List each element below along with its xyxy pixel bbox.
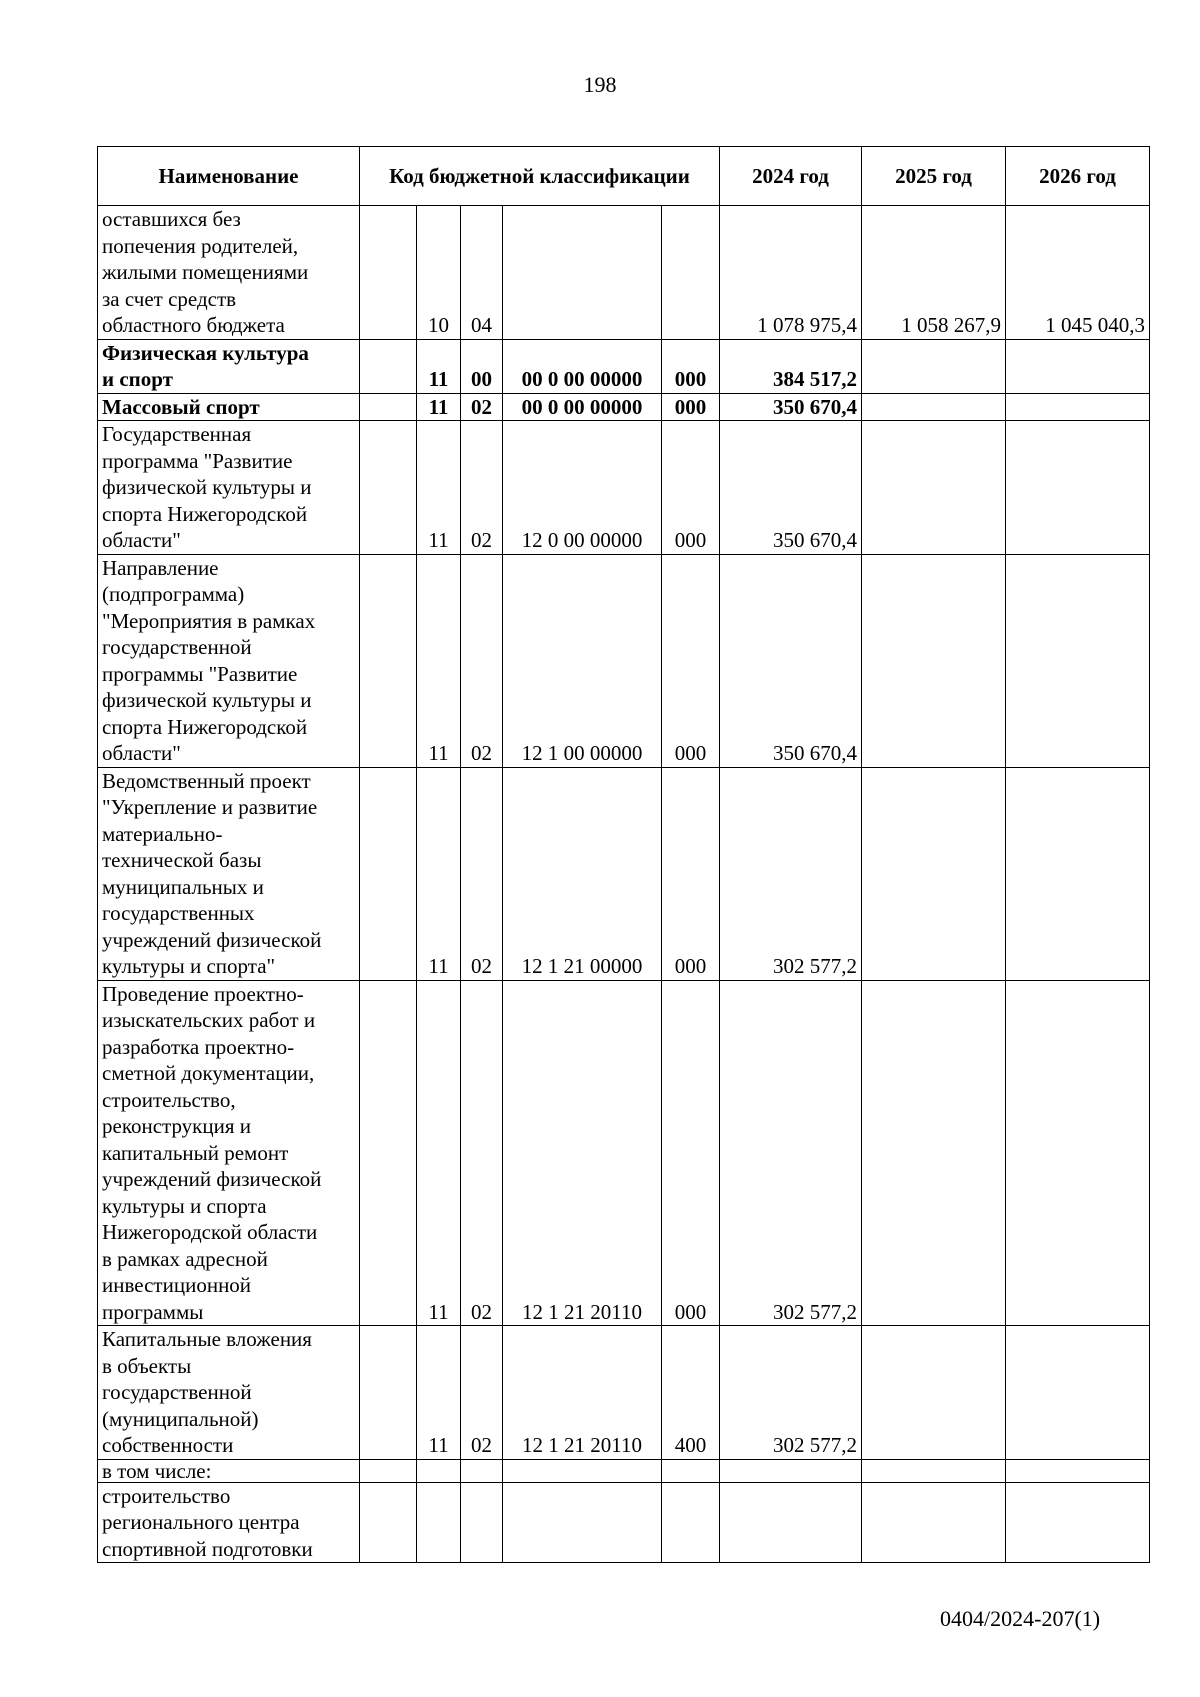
amount-2024: 302 577,2 [720,980,862,1326]
amount-2024 [720,1482,862,1563]
code-target-article: 12 1 21 20110 [503,980,662,1326]
amount-2026 [1006,1326,1150,1460]
amount-2024: 302 577,2 [720,1326,862,1460]
code-subsection: 02 [461,554,503,767]
code-subsection: 02 [461,393,503,421]
row-name [98,1459,360,1482]
row-name-line: Ведомственный проект [102,768,311,793]
code-target-article [503,1459,662,1482]
row-name-line: области" [102,741,181,765]
code-subsection: 02 [461,767,503,980]
row-name-line: и спорт [102,367,173,391]
amount-2026 [1006,339,1150,393]
amount-2026 [1006,1482,1150,1563]
header-2026: 2026 год [1006,147,1150,206]
row-name-line: материально- [102,821,223,846]
code-section: 10 [417,206,461,340]
code-section: 11 [417,767,461,980]
code-blank-cell [360,339,417,393]
row-name-line: (подпрограмма) [102,582,245,606]
table-row [98,1482,1150,1563]
table-row [98,1326,1150,1460]
row-name-line: строительство, [102,1087,236,1112]
code-expense-type [662,1482,720,1563]
amount-2025 [862,421,1006,555]
row-name [98,421,360,555]
row-name-line: "Мероприятия в рамках [102,608,316,633]
row-name-line: государственных [102,901,255,925]
code-subsection: 02 [461,421,503,555]
row-name-line: спорта Нижегородской [102,714,308,739]
table-row [98,980,1150,1326]
row-name-line: оставшихся без [102,207,241,231]
row-name-line: капитальный ремонт [102,1140,289,1165]
amount-2026 [1006,393,1150,421]
row-name [98,1326,360,1460]
code-subsection [461,1459,503,1482]
row-name-line: учреждений физической [102,1167,322,1191]
code-expense-type [662,206,720,340]
amount-2024: 302 577,2 [720,767,862,980]
code-subsection: 02 [461,1326,503,1460]
row-name-line: в объекты [102,1353,192,1378]
row-name-line: государственной [102,635,252,659]
code-subsection: 00 [461,339,503,393]
code-target-article [503,206,662,340]
code-blank-cell [360,206,417,340]
code-target-article [503,1482,662,1563]
amount-2024: 350 670,4 [720,421,862,555]
amount-2026 [1006,1459,1150,1482]
code-blank-cell [360,554,417,767]
row-name-line: Нижегородской области [102,1220,318,1244]
budget-table [97,146,1150,1563]
code-section: 11 [417,554,461,767]
code-section: 11 [417,339,461,393]
code-blank-cell [360,980,417,1326]
code-expense-type: 400 [662,1326,720,1460]
amount-2024 [720,1459,862,1482]
amount-2025 [862,767,1006,980]
row-name-line: культуры и спорта" [102,954,276,978]
row-name-line: областного бюджета [102,313,285,337]
row-name-line: Капитальные вложения [102,1327,312,1351]
table-header-row [98,147,1150,206]
code-blank-cell [360,1482,417,1563]
row-name-line: государственной [102,1380,252,1404]
row-name-line: учреждений физической [102,927,322,952]
row-name-line: изыскательских работ и [102,1008,316,1032]
amount-2025 [862,339,1006,393]
row-name-line: в рамках адресной [102,1246,268,1271]
amount-2025 [862,980,1006,1326]
amount-2024: 384 517,2 [720,339,862,393]
code-blank-cell [360,1459,417,1482]
row-name-line: области" [102,528,181,552]
document-code: 0404/2024-207(1) [940,1606,1101,1631]
row-name [98,393,360,421]
header-2025: 2025 год [862,147,1006,206]
amount-2025 [862,1326,1006,1460]
row-name-line: собственности [102,1433,234,1457]
row-name-line: культуры и спорта [102,1193,267,1218]
code-target-article: 12 1 21 00000 [503,767,662,980]
code-expense-type: 000 [662,767,720,980]
row-name-line: строительство [102,1483,231,1508]
amount-2026 [1006,980,1150,1326]
amount-2024: 350 670,4 [720,554,862,767]
row-name-line: спорта Нижегородской [102,501,308,526]
code-section: 11 [417,980,461,1326]
table-row [98,554,1150,767]
row-name-line: разработка проектно- [102,1034,295,1059]
amount-2026 [1006,554,1150,767]
table-row [98,339,1150,393]
amount-2025 [862,554,1006,767]
row-name-line: Массовый спорт [102,394,260,419]
row-name [98,980,360,1326]
code-section [417,1482,461,1563]
row-name-line: Направление [102,555,219,580]
code-subsection: 02 [461,980,503,1326]
row-name-line: за счет средств [102,286,237,311]
table-row [98,767,1150,980]
code-blank-cell [360,421,417,555]
code-section [417,1459,461,1482]
code-section: 11 [417,1326,461,1460]
code-target-article: 00 0 00 00000 [503,339,662,393]
header-code: Код бюджетной классификации [360,147,720,206]
row-name-line: регионального центра [102,1510,300,1534]
row-name-line: "Укрепление и развитие [102,795,318,819]
row-name-line: сметной документации, [102,1061,315,1085]
row-name [98,206,360,340]
amount-2026: 1 045 040,3 [1006,206,1150,340]
row-name-line: попечения родителей, [102,233,299,258]
amount-2025 [862,393,1006,421]
row-name-line: в том числе: [102,1458,212,1483]
amount-2025 [862,1459,1006,1482]
table-row [98,206,1150,340]
row-name-line: муниципальных и [102,874,264,899]
amount-2025 [862,1482,1006,1563]
code-subsection [461,1482,503,1563]
row-name-line: технической базы [102,848,262,872]
row-name-line: Государственная [102,422,252,446]
code-blank-cell [360,1326,417,1460]
code-expense-type: 000 [662,339,720,393]
page-number: 198 [583,72,617,97]
row-name-line: программы [102,1299,204,1324]
code-expense-type: 000 [662,554,720,767]
code-target-article: 00 0 00 00000 [503,393,662,421]
row-name-line: жилыми помещениями [102,260,309,284]
row-name-line: физической культуры и [102,475,312,499]
row-name [98,554,360,767]
header-2024: 2024 год [720,147,862,206]
table-body [98,206,1150,1563]
row-name-line: (муниципальной) [102,1406,259,1431]
row-name-line: реконструкция и [102,1114,251,1138]
header-name: Наименование [98,147,360,206]
row-name-line: Физическая культура [102,340,309,365]
row-name [98,767,360,980]
code-target-article: 12 1 21 20110 [503,1326,662,1460]
code-blank-cell [360,767,417,980]
amount-2024: 1 078 975,4 [720,206,862,340]
amount-2026 [1006,421,1150,555]
table-row [98,421,1150,555]
code-target-article: 12 1 00 00000 [503,554,662,767]
code-target-article: 12 0 00 00000 [503,421,662,555]
table-row [98,1459,1150,1482]
amount-2024: 350 670,4 [720,393,862,421]
code-expense-type: 000 [662,393,720,421]
row-name-line: спортивной подготовки [102,1536,313,1561]
row-name-line: программы "Развитие [102,661,298,686]
row-name-line: Проведение проектно- [102,981,304,1006]
row-name-line: инвестиционной [102,1273,252,1297]
amount-2025: 1 058 267,9 [862,206,1006,340]
table-row [98,393,1150,421]
row-name-line: физической культуры и [102,688,312,712]
row-name [98,1482,360,1563]
code-expense-type [662,1459,720,1482]
code-expense-type: 000 [662,421,720,555]
code-subsection: 04 [461,206,503,340]
row-name-line: программа "Развитие [102,448,293,473]
code-section: 11 [417,393,461,421]
amount-2026 [1006,767,1150,980]
code-expense-type: 000 [662,980,720,1326]
code-section: 11 [417,421,461,555]
code-blank-cell [360,393,417,421]
row-name [98,339,360,393]
